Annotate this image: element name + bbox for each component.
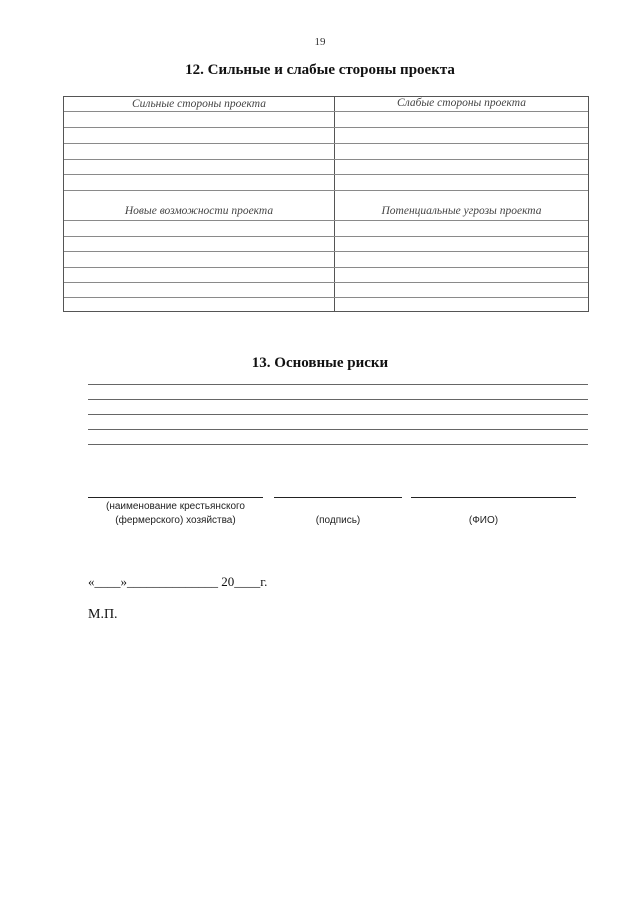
risk-entry-line [88,414,588,415]
swot-row-line [64,174,588,175]
swot-column-divider [334,97,335,311]
org-name-caption-line-1: (наименование крестьянского [106,501,245,512]
page-number: 19 [314,36,326,48]
swot-row-line [64,111,588,112]
swot-row-line [64,236,588,237]
org-name-caption-line-2: (фермерского) хозяйства) [115,515,236,526]
signature-line [274,497,402,498]
risk-entry-line [88,429,588,430]
swot-row-line [64,282,588,283]
swot-row-line [64,267,588,268]
weaknesses-header: Слабые стороны проекта [397,97,526,109]
stamp-placeholder: М.П. [88,607,118,622]
date-line: «____»______________ 20____г. [88,574,268,589]
threats-header: Потенциальные угрозы проекта [381,205,542,217]
swot-row-line [64,297,588,298]
section-12-title: 12. Сильные и слабые стороны проекта [185,62,455,78]
full-name-line [411,497,576,498]
swot-row-line [64,127,588,128]
org-name-caption [88,500,263,528]
risk-entry-line [88,444,588,445]
strengths-header: Сильные стороны проекта [132,98,266,110]
risk-entry-line [88,384,588,385]
signature-caption: (подпись) [315,515,361,526]
opportunities-header: Новые возможности проекта [124,205,274,217]
org-name-line [88,497,263,498]
swot-row-line [64,220,588,221]
swot-row-line [64,251,588,252]
swot-row-line [64,190,588,191]
section-13-title: 13. Основные риски [251,355,389,371]
risk-entry-line [88,399,588,400]
swot-row-line [64,159,588,160]
swot-row-line [64,143,588,144]
full-name-caption: (ФИО) [468,515,499,526]
swot-table [63,96,589,312]
